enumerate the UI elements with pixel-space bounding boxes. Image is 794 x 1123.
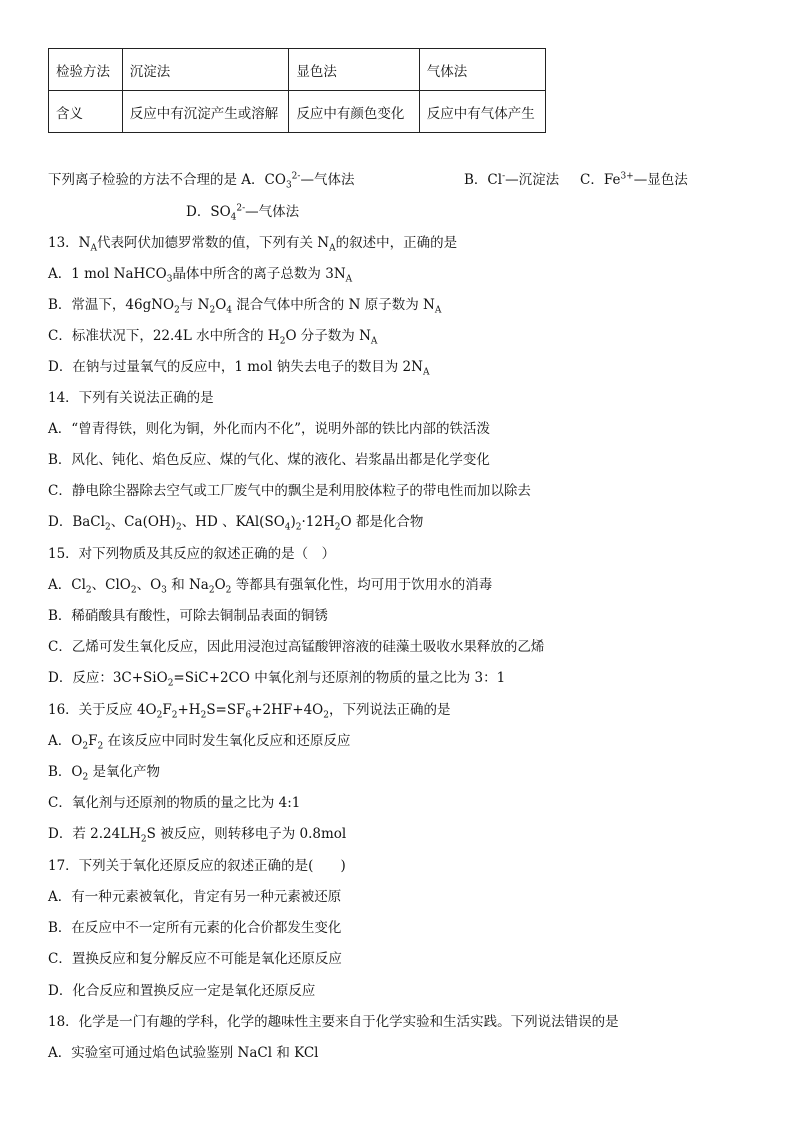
q16-option-d: D．若 $2.24LH_2S$ 被反应，则转移电子为 0.8mol <box>48 826 347 845</box>
q12-option-c: C．$Fe^{3+}—$显色法 <box>580 171 688 188</box>
q12-option-a-rest: —气体法 <box>300 172 355 188</box>
table-cell: 气体法 <box>419 49 545 91</box>
table-cell: 检验方法 <box>49 49 123 91</box>
q15-option-b: B．稀硝酸具有酸性，可除去铜制品表面的铜锈 <box>48 608 328 624</box>
question-13-stem: 13．$N_A$代表阿伏加德罗常数的值，下列有关 $N_A$的叙述中，正确的是 <box>48 235 458 254</box>
question-18-stem: 18．化学是一门有趣的学科，化学的趣味性主要来自于化学实验和生活实践。下列说法错误的是 <box>48 1014 619 1030</box>
q12-option-d: D．$SO_4^{2-}—$气体法 <box>186 203 300 223</box>
q17-option-c: C．置换反应和复分解反应不可能是氧化还原反应 <box>48 951 342 967</box>
q16-option-a: A．$O_2F_2$ 在该反应中同时发生氧化反应和还原反应 <box>48 733 351 752</box>
q13-option-a: A．1 mol NaHCO$_3$晶体中所含的离子总数为 $3N_A$ <box>48 266 353 285</box>
table-cell: 反应中有颜色变化 <box>289 91 419 133</box>
q14-option-a: A．“曾青得铁，则化为铜，外化而内不化”，说明外部的铁比内部的铁活泼 <box>48 421 491 437</box>
q13-option-c: C．标准状况下，22.4L 水中所含的 $H_2O$ 分子数为 $N_A$ <box>48 328 378 347</box>
q12-option-b: B．Cl-—沉淀法 <box>464 171 560 188</box>
question-16-stem: 16．关于反应 $4O_2F_2+H_2S=SF_6+2HF+4O_2$，下列说法正确的是 <box>48 702 451 721</box>
superscript: 2- <box>236 203 246 214</box>
q16-option-c: C．氧化剂与还原剂的物质的量之比为 4:1 <box>48 795 301 811</box>
question-17-stem: 17．下列关于氧化还原反应的叙述正确的是( ) <box>48 858 346 874</box>
q12-stem-option-a: 下列离子检验的方法不合理的是 A．CO <box>48 172 286 188</box>
q16-option-b: B．$O_2$ 是氧化产物 <box>48 764 161 783</box>
question-14-stem: 14．下列有关说法正确的是 <box>48 390 214 406</box>
q13-option-d: D．在钠与过量氧气的反应中，1 mol 钠失去电子的数目为 $2N_A$ <box>48 359 430 378</box>
subscript: 4 <box>230 212 237 223</box>
question-12-line <box>48 170 354 190</box>
q13-option-b: B．常温下，46gNO$_2$与 $N_2O_4$ 混合气体中所含的 N 原子数为 $N_A$ <box>48 297 442 316</box>
superscript: 3+ <box>620 171 634 182</box>
q15-option-c: C．乙烯可发生氧化反应，因此用浸泡过高锰酸钾溶液的硅藻土吸收水果释放的乙烯 <box>48 639 545 655</box>
table-cell: 反应中有气体产生 <box>419 91 545 133</box>
q17-option-b: B．在反应中不一定所有元素的化合价都发生变化 <box>48 920 342 936</box>
q17-option-a: A．有一种元素被氧化，肯定有另一种元素被还原 <box>48 889 342 905</box>
q15-option-d: D．反应：3C+SiO$_2$=SiC+2CO 中氧化剂与还原剂的物质的量之比为 3：1 <box>48 670 506 689</box>
q14-option-d: D．BaCl$_2$、$Ca(OH)_2$、HD 、$KAl(SO_4)_2\cdot 12H_2O$ 都是化合物 <box>48 514 424 533</box>
table-row <box>49 49 546 91</box>
question-15-stem: 15．对下列物质及其反应的叙述正确的是（ ） <box>48 546 336 562</box>
table-cell: 反应中有沉淀产生或溶解 <box>122 91 289 133</box>
detection-methods-table <box>48 48 546 133</box>
q15-option-a: A．$Cl_2$、ClO$_2$、$O_3$ 和 $Na_2O_2$ 等都具有强氧化性，均可用于饮用水的消毒 <box>48 577 493 596</box>
table-cell: 沉淀法 <box>122 49 289 91</box>
superscript: - <box>502 171 506 182</box>
subscript: 3 <box>285 180 292 191</box>
superscript: 2- <box>291 171 301 182</box>
table-cell: 含义 <box>49 91 123 133</box>
q14-option-b: B．风化、钝化、焰色反应、煤的气化、煤的液化、岩浆晶出都是化学变化 <box>48 452 490 468</box>
q17-option-d: D．化合反应和置换反应一定是氧化还原反应 <box>48 983 316 999</box>
table-cell: 显色法 <box>289 49 419 91</box>
q18-option-a: A．实验室可通过焰色试验鉴别 NaCl 和 KCl <box>48 1045 319 1061</box>
table-row <box>49 91 546 133</box>
q14-option-c: C．静电除尘器除去空气或工厂废气中的飘尘是利用胶体粒子的带电性而加以除去 <box>48 483 531 499</box>
